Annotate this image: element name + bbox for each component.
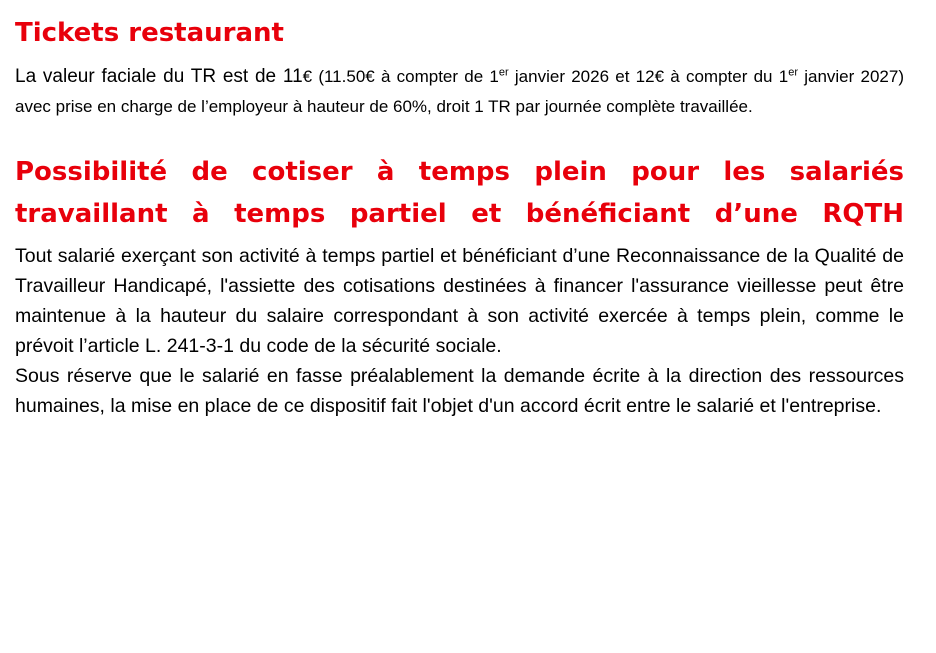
rqth-body xyxy=(15,241,904,421)
rqth-paragraph-1: Tout salarié exerçant son activité à temps partiel et bénéficiant d’une Reconnaissance de la Qualité de Travailleur Handicapé, l'assiette des cotisations destinées à financer l'assurance vieillesse peut être maintenue à la hauteur du salaire correspondant à son activité exercée à temps plein, comme le prévoit l’article L. 241-3-1 du code de la sécurité sociale. xyxy=(15,245,904,357)
tr-value-detail-3: janvier 2027) avec prise en charge de l’employeur à hauteur de 60%, droit 1 TR par journée complète travaillée. xyxy=(15,67,905,116)
tickets-restaurant-paragraph xyxy=(15,62,904,122)
ordinal-suffix-1: er xyxy=(498,66,509,79)
tr-value-detail-2: janvier 2026 et 12€ à compter du 1 xyxy=(508,67,789,86)
rqth-heading-line-1: Possibilité de cotiser à temps plein pour les salariés xyxy=(15,157,904,187)
tr-value-detail-1: € (11.50€ à compter de 1 xyxy=(302,67,499,86)
tr-value-text: La valeur faciale du TR est de 11 xyxy=(15,66,303,87)
rqth-paragraph-2: Sous réserve que le salarié en fasse préalablement la demande écrite à la direction des ressources humaines, la mise en place de ce dispositif fait l'objet d'un accord écrit entre le salarié et l'entreprise. xyxy=(15,365,904,417)
rqth-heading xyxy=(15,151,904,235)
tickets-restaurant-heading: Tickets restaurant xyxy=(15,18,284,48)
rqth-heading-line-2: travaillant à temps partiel et bénéficiant d’une RQTH xyxy=(15,199,904,229)
ordinal-suffix-2: er xyxy=(788,66,798,79)
document-page xyxy=(15,0,904,421)
